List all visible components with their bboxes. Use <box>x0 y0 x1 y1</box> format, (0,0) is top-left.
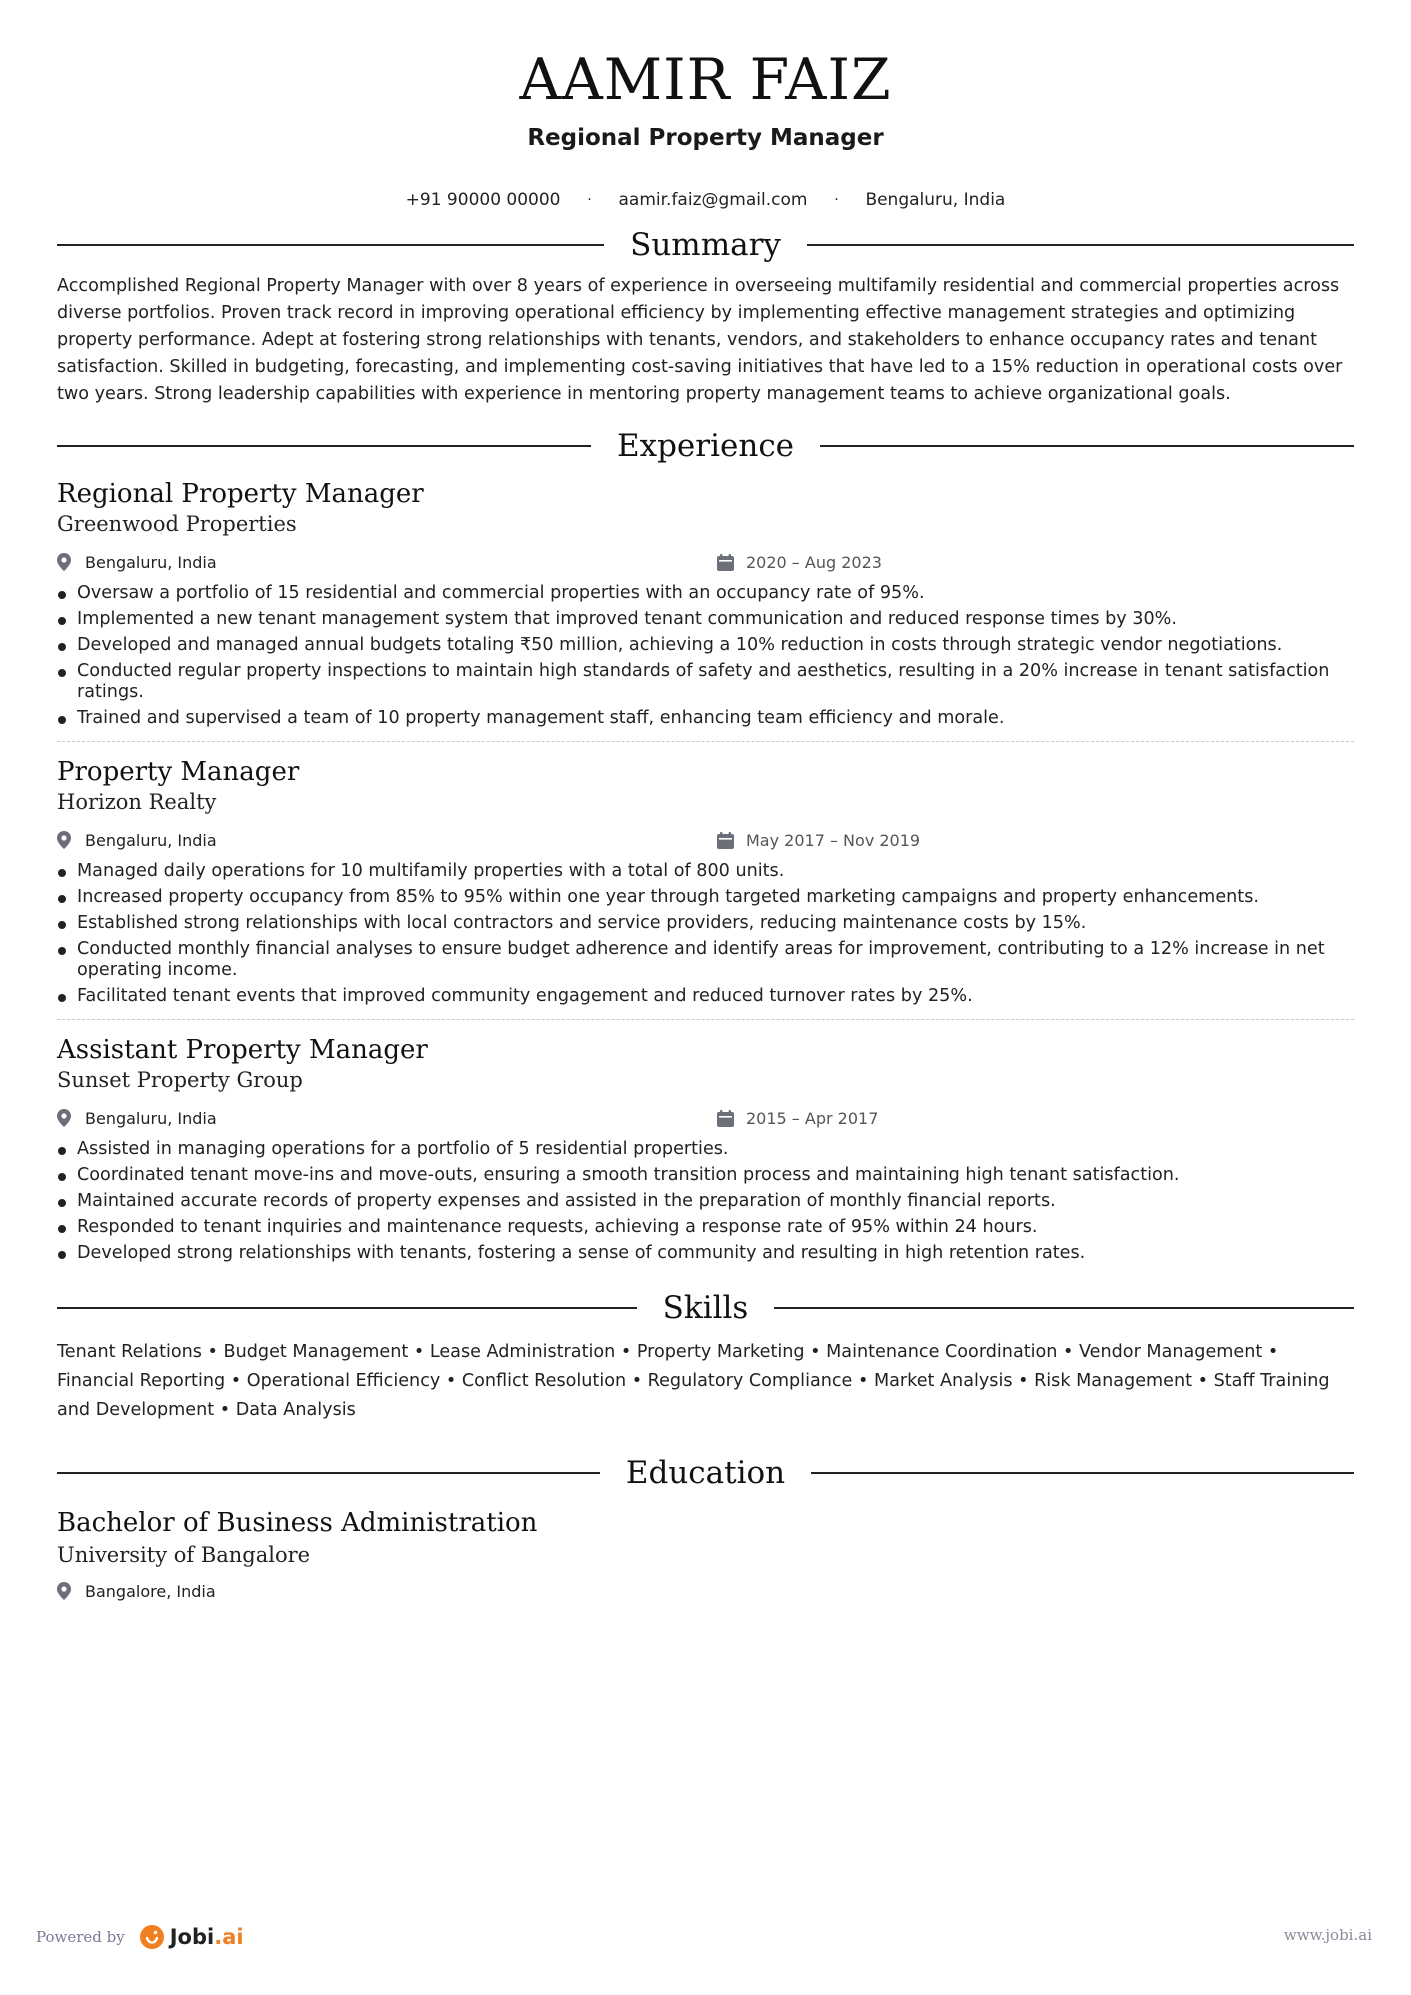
jobi-logo-main: Jobi <box>169 1925 215 1949</box>
contact-separator: · <box>834 192 839 208</box>
education-school: University of Bangalore <box>57 1543 311 1567</box>
job-bullet: Conducted monthly financial analyses to ensure budget adherence and identify areas for improvement, contributing to a 12% increase in net operating income. <box>57 939 1354 981</box>
candidate-role: Regional Property Manager <box>527 125 884 151</box>
calendar-icon <box>717 832 734 849</box>
job-bullet: Established strong relationships with local contractors and service providers, reducing maintenance costs by 15%. <box>57 913 1354 934</box>
summary-heading <box>57 225 1354 265</box>
job-entry <box>57 478 1354 729</box>
job-bullet: Facilitated tenant events that improved community engagement and reduced turnover rates by 25%. <box>57 986 1354 1007</box>
job-dates <box>717 1109 878 1128</box>
job-entry <box>57 1034 1354 1264</box>
job-location <box>57 553 717 572</box>
education-location-text: Bangalore, India <box>85 1581 216 1601</box>
contact-phone: +91 90000 00000 <box>405 190 561 210</box>
job-bullet: Developed and managed annual budgets totaling ₹50 million, achieving a 10% reduction in costs through strategic vendor negotiations. <box>57 635 1354 656</box>
job-bullet: Developed strong relationships with tenants, fostering a sense of community and resulting in high retention rates. <box>57 1243 1354 1264</box>
job-company: Greenwood Properties <box>57 512 297 536</box>
job-divider <box>57 1019 1354 1020</box>
powered-by-footer <box>36 1924 244 1950</box>
summary-text: Accomplished Regional Property Manager with over 8 years of experience in overseeing multifamily residential and commercial properties across diverse portfolios. Proven track record in improving operational efficiency by implementing effective management strategies and optimizing property performance. Adept at fostering strong relationships with tenants, vendors, and stakeholders to enhance occupancy rates and tenant satisfaction. Skilled in budgeting, forecasting, and implementing cost-saving initiatives that have led to a 15% reduction in operational costs over two years. Strong leadership capabilities with experience in mentoring property management teams to achieve organizational goals. <box>57 276 1343 404</box>
education-degree: Bachelor of Business Administration <box>57 1508 538 1538</box>
education-entry <box>57 1507 1354 1603</box>
jobi-logo[interactable] <box>139 1924 244 1950</box>
skills-text: Tenant Relations • Budget Management • Lease Administration • Property Marketing • Maintenance Coordination • Vendor Management • Financial Reporting • Operational Efficiency • Conflict Resolution • Regulatory Compliance • Market Analysis • Risk Management • Staff Training and Development • Data Analysis <box>57 1342 1330 1420</box>
job-location <box>57 831 717 850</box>
summary-heading-label: Summary <box>630 227 781 263</box>
calendar-icon <box>717 1110 734 1127</box>
job-title: Assistant Property Manager <box>57 1035 428 1065</box>
heading-rule <box>811 1472 1354 1474</box>
job-title: Property Manager <box>57 757 300 787</box>
education-heading <box>57 1453 1354 1493</box>
job-bullet: Maintained accurate records of property expenses and assisted in the preparation of monthly financial reports. <box>57 1191 1354 1212</box>
job-title: Regional Property Manager <box>57 479 424 509</box>
job-bullet: Implemented a new tenant management system that improved tenant communication and reduced response times by 30%. <box>57 609 1354 630</box>
experience-heading-label: Experience <box>616 428 795 464</box>
job-company: Sunset Property Group <box>57 1068 303 1092</box>
job-location <box>57 1109 717 1128</box>
job-bullet: Conducted regular property inspections to maintain high standards of safety and aesthetics, resulting in a 20% increase in tenant satisfaction ratings. <box>57 661 1354 703</box>
job-location-text: Bengaluru, India <box>85 552 217 572</box>
job-dates <box>717 831 920 850</box>
heading-rule <box>57 1307 637 1309</box>
job-entry <box>57 756 1354 1007</box>
map-pin-icon <box>57 831 71 849</box>
job-bullets <box>57 583 1354 729</box>
job-bullet: Coordinated tenant move-ins and move-outs, ensuring a smooth transition process and maintaining high tenant satisfaction. <box>57 1165 1354 1186</box>
heading-rule <box>57 1472 600 1474</box>
experience-heading <box>57 426 1354 466</box>
job-dates <box>717 553 882 572</box>
heading-rule <box>57 244 604 246</box>
job-bullet: Responded to tenant inquiries and maintenance requests, achieving a response rate of 95% within 24 hours. <box>57 1217 1354 1238</box>
skills-heading-label: Skills <box>662 1290 749 1326</box>
job-bullet: Assisted in managing operations for a portfolio of 5 residential properties. <box>57 1139 1354 1160</box>
heading-rule <box>57 445 591 447</box>
job-meta <box>57 828 1354 852</box>
skills-heading <box>57 1288 1354 1328</box>
contact-separator: · <box>587 192 592 208</box>
job-bullet: Increased property occupancy from 85% to 95% within one year through targeted marketing campaigns and property enhancements. <box>57 887 1354 908</box>
map-pin-icon <box>57 1582 71 1600</box>
map-pin-icon <box>57 1109 71 1127</box>
jobi-logo-icon <box>139 1924 165 1950</box>
candidate-name: AAMIR FAIZ <box>519 47 892 113</box>
job-location-text: Bengaluru, India <box>85 1108 217 1128</box>
jobi-logo-suffix: .ai <box>214 1925 244 1949</box>
job-dates-text: 2015 – Apr 2017 <box>746 1108 879 1128</box>
heading-rule <box>807 244 1354 246</box>
job-bullet: Trained and supervised a team of 10 property management staff, enhancing team efficiency and morale. <box>57 708 1354 729</box>
job-dates-text: 2020 – Aug 2023 <box>746 552 882 572</box>
education-meta <box>57 1579 1354 1603</box>
resume-page <box>57 0 1354 1995</box>
contact-location: Bengaluru, India <box>865 190 1006 210</box>
job-meta <box>57 550 1354 574</box>
heading-rule <box>820 445 1354 447</box>
powered-by-label: Powered by <box>36 1928 125 1946</box>
job-bullets <box>57 861 1354 1007</box>
job-bullet: Managed daily operations for 10 multifamily properties with a total of 800 units. <box>57 861 1354 882</box>
experience-list <box>57 478 1354 1264</box>
contact-email[interactable]: aamir.faiz@gmail.com <box>618 190 808 210</box>
contact-line <box>57 189 1354 211</box>
job-location-text: Bengaluru, India <box>85 830 217 850</box>
resume-header <box>57 0 1354 211</box>
map-pin-icon <box>57 553 71 571</box>
website-link[interactable]: www.jobi.ai <box>1283 1926 1372 1944</box>
job-divider <box>57 741 1354 742</box>
job-meta <box>57 1106 1354 1130</box>
heading-rule <box>774 1307 1354 1309</box>
education-heading-label: Education <box>625 1455 786 1491</box>
calendar-icon <box>717 554 734 571</box>
job-company: Horizon Realty <box>57 790 217 814</box>
education-location <box>57 1582 717 1601</box>
job-bullet: Oversaw a portfolio of 15 residential and commercial properties with an occupancy rate of 95%. <box>57 583 1354 604</box>
job-bullets <box>57 1139 1354 1264</box>
job-dates-text: May 2017 – Nov 2019 <box>746 830 921 850</box>
